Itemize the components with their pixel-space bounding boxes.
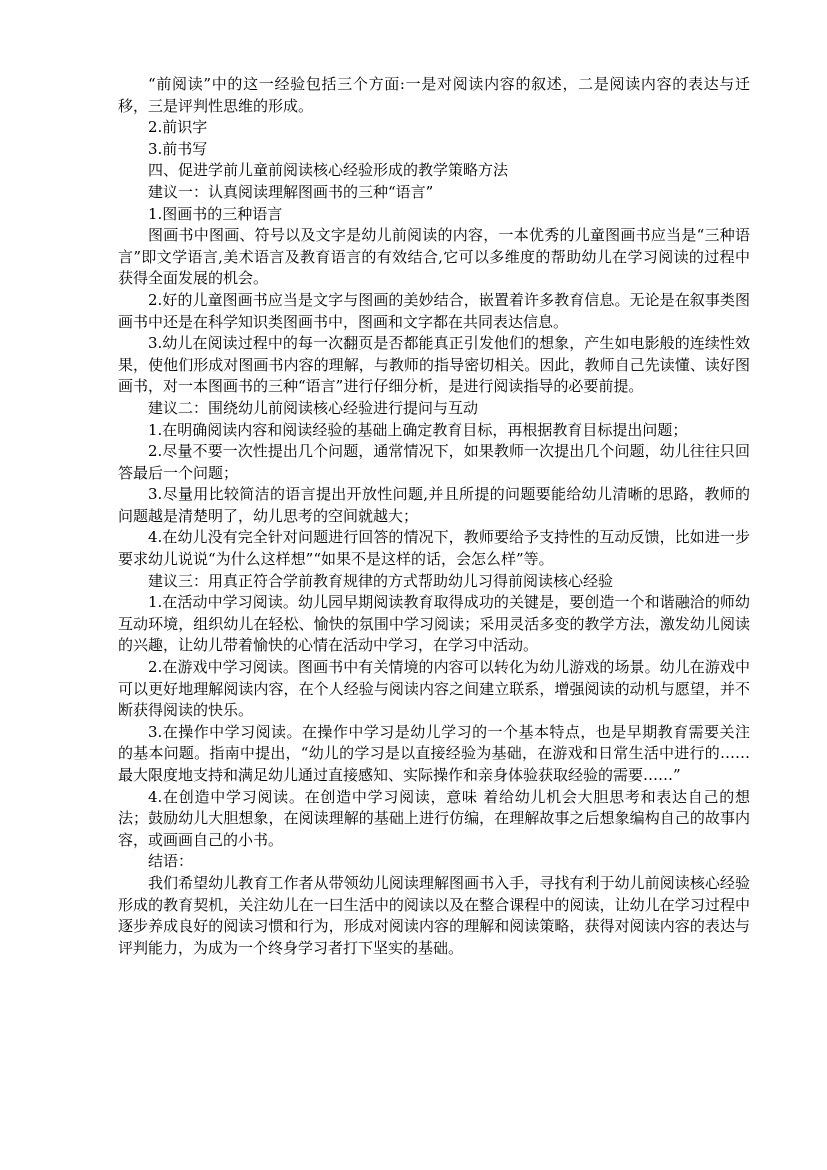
list-item: 3.在操作中学习阅读。在操作中学习是幼儿学习的一个基本特点，也是早期教育需要关注 的基本问题。指南中提出，“幼儿的学习是以直接经验为基础，在游戏和日常生活中进行的……最大限度地支持和满足幼儿通过直接感知、实际操作和亲身体验获取经验的需要……” xyxy=(118,722,750,784)
paragraph: 3.幼儿在阅读过程中的每一次翻页是否都能真正引发他们的想象，产生如电影般的连续性效果，使他们形成对图画书内容的理解，与教师的指导密切相关。因此，教师自己先读懂、读好图画书，对一本图画书的三种“语言”进行仔细分析，是进行阅读指导的必要前提。 xyxy=(118,334,750,396)
paragraph: 图画书中图画、符号以及文字是幼儿前阅读的内容，一本优秀的儿童图画书应当是“三种语言”即文学语言,美术语言及教育语言的有效结合,它可以多维度的帮助幼儿在学习阅读的过程中获得全面发展的机会。 xyxy=(118,226,750,288)
list-item: 4.在幼儿没有完全针对问题进行回答的情况下，教师要给予支持性的互动反馈，比如进一步要求幼儿说说“为什么这样想”“如果不是这样的话，会怎么样”等。 xyxy=(118,528,750,569)
document-page xyxy=(118,74,750,959)
suggestion-three-heading: 建议三：用真正符合学前教育规律的方式帮助幼儿习得前阅读核心经验 xyxy=(148,571,614,590)
list-item: 2.尽量不要一次性提出几个问题，通常情况下，如果教师一次提出几个问题，幼儿往往只回答最后一个问题； xyxy=(118,442,750,482)
list-item: 2.在游戏中学习阅读。图画书中有关情境的内容可以转化为幼儿游戏的场景。幼儿在游戏中可以更好地理解阅读内容，在个人经验与阅读内容之间建立联系，增强阅读的动机与愿望，并不断获得阅读的快乐。 xyxy=(118,658,750,720)
item-pre-literacy: 2.前识字 xyxy=(148,118,208,137)
subheading-three-languages: 1.图画书的三种语言 xyxy=(148,204,283,223)
list-item: 3.尽量用比较简洁的语言提出开放性问题,并且所提的问题要能给幼儿清晰的思路，教师的问题越是清楚明了，幼儿思考的空间就越大； xyxy=(118,485,750,525)
section-heading-four: 四、促进学前儿童前阅读核心经验形成的教学策略方法 xyxy=(148,161,509,180)
paragraph: 2.好的儿童图画书应当是文字与图画的美妙结合，嵌置着许多教育信息。无论是在叙事类图画书中还是在科学知识类图画书中，图画和文字都在共同表达信息。 xyxy=(118,290,750,331)
list-item: 4.在创造中学习阅读。在创造中学习阅读，意味 着给幼儿机会大胆思考和表达自己的想法；鼓励幼儿大胆想象，在阅读理解的基础上进行仿编，在理解故事之后想象编构自己的故事内容，或画画自己的小书。 xyxy=(118,787,750,849)
paragraph-intro: “前阅读”中的这一经验包括三个方面:一是对阅读内容的叙述，二是阅读内容的表达与迁移，三是评判性思维的形成。 xyxy=(118,75,750,115)
conclusion-paragraph: 我们希望幼儿教育工作者从带领幼儿阅读理解图画书入手，寻找有利于幼儿前阅读核心经验形成的教育契机，关注幼儿在一曰生活中的阅读以及在整合课程中的阅读，让幼儿在学习过程中逐步养成良好的阅读习惯和行为，形成对阅读内容的理解和阅读策略，获得对阅读内容的表达与评判能力，为成为一个终身学习者打下坚实的基础。 xyxy=(118,873,750,957)
conclusion-heading: 结语： xyxy=(148,852,194,871)
suggestion-one-heading: 建议一：认真阅读理解图画书的三种“语言” xyxy=(148,182,434,201)
list-item: 1.在明确阅读内容和阅读经验的基础上确定教育目标，再根据教育目标提出问题； xyxy=(148,420,688,439)
list-item: 1.在活动中学习阅读。幼儿园早期阅读教育取得成功的关键是，要创造一个和谐融洽的师幼互动环境，组织幼儿在轻松、愉快的氛围中学习阅读；采用灵活多变的教学方法，激发幼儿阅读的兴趣，让幼儿带着愉快的心情在活动中学习，在学习中活动。 xyxy=(118,593,750,655)
suggestion-two-heading: 建议二：围绕幼儿前阅读核心经验进行提问与互动 xyxy=(148,398,479,417)
item-pre-writing: 3.前书写 xyxy=(148,139,208,158)
